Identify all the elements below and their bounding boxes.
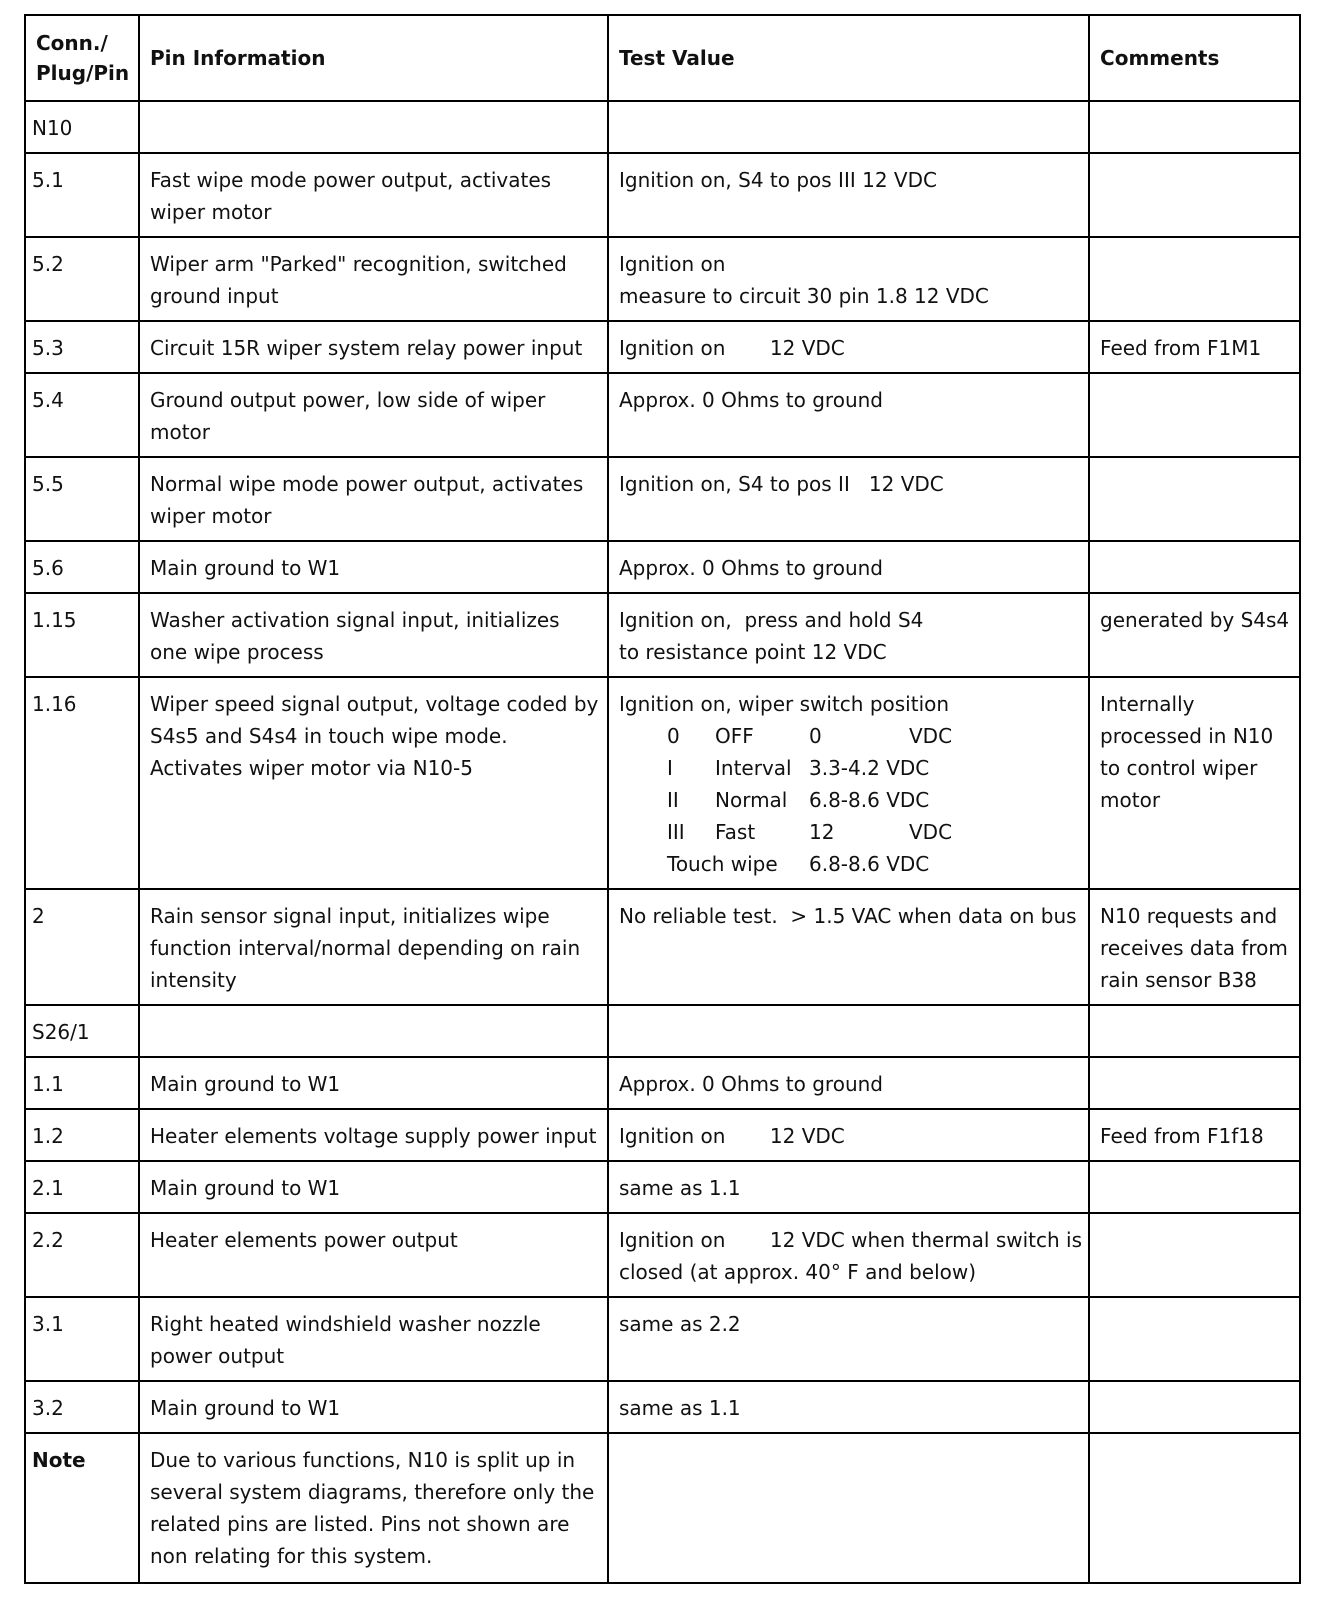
test-line: Ignition on, S4 to pos III 12 VDC [619,168,937,192]
touch-wipe-value: 6.8-8.6 VDC [809,852,930,876]
header-comments: Comments [1089,15,1300,101]
pin-cell: 5.6 [25,541,139,593]
position-value: 3.3-4.2 VDC [809,756,930,780]
pin-cell: 1.15 [25,593,139,677]
pin-cell: 5.3 [25,321,139,373]
test-cell [608,1433,1089,1583]
table-row [25,1005,1300,1057]
pin-cell: 5.4 [25,373,139,457]
position-value: 12 [809,820,835,844]
touch-wipe-row [667,848,1082,880]
comment-cell [1089,457,1300,541]
position-unit [909,752,969,784]
comment-cell [1089,1057,1300,1109]
header-row [25,15,1300,101]
comment-cell [1089,1381,1300,1433]
test-line: Approx. 0 Ohms to ground [619,388,883,412]
test-line: measure to circuit 30 pin 1.8 12 VDC [619,284,989,308]
test-cell [608,1057,1089,1109]
info-cell: Wiper speed signal output, voltage coded by S4s5 and S4s4 in touch wipe mode. Activates wiper motor via N10-5 [139,677,608,889]
test-line: same as 2.2 [619,1312,741,1336]
position-unit: VDC [909,820,953,844]
info-cell: Main ground to W1 [139,541,608,593]
table-row [25,1433,1300,1583]
info-cell: Main ground to W1 [139,1161,608,1213]
test-cell [608,1297,1089,1381]
info-cell: Heater elements voltage supply power input [139,1109,608,1161]
info-cell: Circuit 15R wiper system relay power input [139,321,608,373]
table-row [25,237,1300,321]
position-mode: OFF [715,724,754,748]
comment-cell [1089,101,1300,153]
pin-cell: 3.2 [25,1381,139,1433]
pin-cell: 5.2 [25,237,139,321]
table-row [25,373,1300,457]
position-number: 0 [667,724,680,748]
comment-cell [1089,1161,1300,1213]
pin-cell: 1.2 [25,1109,139,1161]
test-line: to resistance point 12 VDC [619,640,887,664]
pin-cell: S26/1 [25,1005,139,1057]
table-row [25,1161,1300,1213]
test-cell [608,1161,1089,1213]
header-conn-line-1: Conn./ [36,31,108,55]
test-line: No reliable test. > 1.5 VAC when data on bus [619,904,1077,928]
info-cell [139,101,608,153]
test-cell [608,593,1089,677]
info-cell: Right heated windshield washer nozzle power output [139,1297,608,1381]
comment-cell: Internally processed in N10 to control wiper motor [1089,677,1300,889]
info-cell: Rain sensor signal input, initializes wipe function interval/normal depending on rain intensity [139,889,608,1005]
test-line: Ignition on 12 VDC [619,1124,845,1148]
position-mode: Normal [715,788,788,812]
test-line: same as 1.1 [619,1396,741,1420]
test-line: same as 1.1 [619,1176,741,1200]
info-cell: Main ground to W1 [139,1057,608,1109]
test-cell [608,1213,1089,1297]
info-cell: Heater elements power output [139,1213,608,1297]
table-row [25,101,1300,153]
header-conn [25,15,139,101]
comment-cell [1089,541,1300,593]
table-row [25,889,1300,1005]
info-cell: Fast wipe mode power output, activates wiper motor [139,153,608,237]
pin-cell: 5.1 [25,153,139,237]
pin-cell: 1.16 [25,677,139,889]
comment-cell: Feed from F1M1 [1089,321,1300,373]
comment-cell [1089,1005,1300,1057]
position-value: 6.8-8.6 VDC [809,788,930,812]
test-line: Ignition on [619,252,726,276]
comment-cell: generated by S4s4 [1089,593,1300,677]
table-row [25,1057,1300,1109]
position-mode: Fast [715,820,756,844]
pin-cell: 2.2 [25,1213,139,1297]
test-cell [608,321,1089,373]
wiper-position-row [667,720,1082,752]
test-cell [608,889,1089,1005]
pin-cell: 5.5 [25,457,139,541]
test-cell [608,677,1089,889]
table-row [25,321,1300,373]
wiper-position-row [667,752,1082,784]
info-cell: Washer activation signal input, initializes one wipe process [139,593,608,677]
info-cell [139,1005,608,1057]
note-text: Due to various functions, N10 is split up in several system diagrams, therefore only the related pins are listed. Pins not shown are non relating for this system. [139,1433,608,1583]
test-cell [608,237,1089,321]
position-number: II [667,788,679,812]
test-line: Ignition on 12 VDC when thermal switch is [619,1228,1083,1252]
comment-cell: N10 requests and receives data from rain sensor B38 [1089,889,1300,1005]
test-line: Ignition on 12 VDC [619,336,845,360]
comment-cell [1089,153,1300,237]
test-line: Ignition on, press and hold S4 [619,608,924,632]
pin-cell: 2 [25,889,139,1005]
table-row [25,457,1300,541]
test-line: Ignition on, wiper switch position [619,692,950,716]
test-cell [608,1005,1089,1057]
header-test-value: Test Value [608,15,1089,101]
note-label: Note [25,1433,139,1583]
test-cell [608,1381,1089,1433]
position-mode: Interval [715,756,792,780]
position-value: 0 [809,724,822,748]
comment-cell [1089,1213,1300,1297]
info-cell: Main ground to W1 [139,1381,608,1433]
comment-cell [1089,1297,1300,1381]
pin-cell: 3.1 [25,1297,139,1381]
table-row [25,153,1300,237]
test-cell [608,373,1089,457]
table-row [25,1297,1300,1381]
pin-cell: N10 [25,101,139,153]
comment-cell [1089,373,1300,457]
position-number: I [667,756,673,780]
touch-wipe-label: Touch wipe [667,852,778,876]
table-row [25,1109,1300,1161]
test-cell [608,541,1089,593]
table-row [25,1381,1300,1433]
test-line: Ignition on, S4 to pos II 12 VDC [619,472,944,496]
table-row [25,541,1300,593]
test-cell [608,153,1089,237]
position-number: III [667,820,685,844]
header-pin-information: Pin Information [139,15,608,101]
comment-cell: Feed from F1f18 [1089,1109,1300,1161]
test-line: closed (at approx. 40° F and below) [619,1260,977,1284]
info-cell: Ground output power, low side of wiper motor [139,373,608,457]
position-unit: VDC [909,724,953,748]
document-page [24,14,1301,1584]
test-cell [608,457,1089,541]
pin-table [24,14,1301,1584]
table-row [25,1213,1300,1297]
pin-cell: 2.1 [25,1161,139,1213]
position-unit [909,784,969,816]
comment-cell [1089,237,1300,321]
info-cell: Wiper arm "Parked" recognition, switched ground input [139,237,608,321]
test-line: Approx. 0 Ohms to ground [619,1072,883,1096]
test-line: Approx. 0 Ohms to ground [619,556,883,580]
info-cell: Normal wipe mode power output, activates wiper motor [139,457,608,541]
test-cell [608,101,1089,153]
header-conn-line-2: Plug/Pin [36,61,130,85]
wiper-position-row [667,816,1082,848]
test-cell [608,1109,1089,1161]
wiper-position-row [667,784,1082,816]
pin-cell: 1.1 [25,1057,139,1109]
table-row [25,593,1300,677]
table-row [25,677,1300,889]
comment-cell [1089,1433,1300,1583]
